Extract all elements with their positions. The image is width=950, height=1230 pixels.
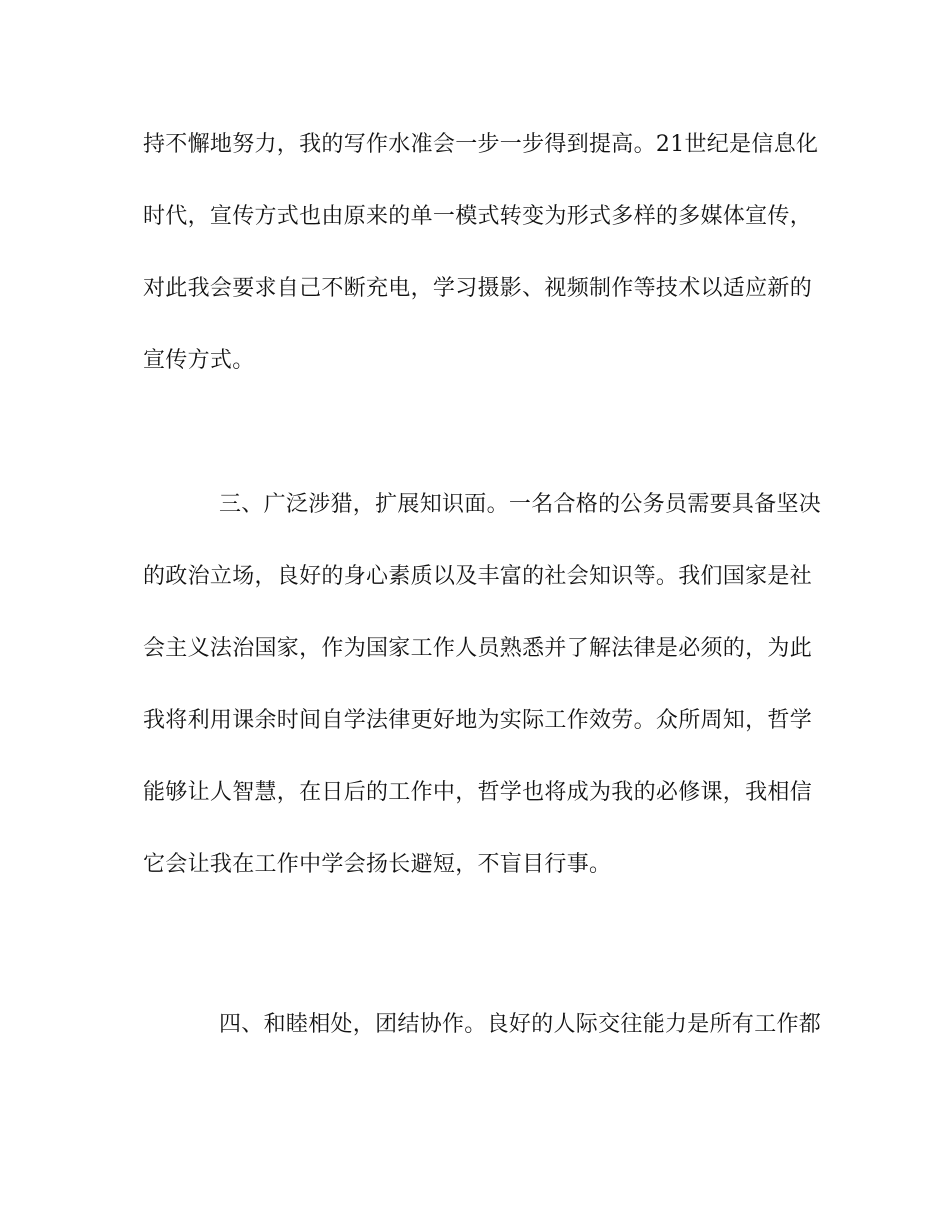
paragraph-2-line-3: 会主义法治国家，作为国家工作人员熟悉并了解法律是必须的，为此 bbox=[143, 636, 813, 661]
paragraph-2-line-5: 能够让人智慧，在日后的工作中，哲学也将成为我的必修课，我相信 bbox=[143, 780, 813, 805]
paragraph-1-line-3: 对此我会要求自己不断充电，学习摄影、视频制作等技术以适应新的 bbox=[143, 276, 813, 301]
paragraph-1-line-2: 时代，宣传方式也由原来的单一模式转变为形式多样的多媒体宣传， bbox=[143, 204, 813, 229]
paragraph-2-line-4: 我将利用课余时间自学法律更好地为实际工作效劳。众所周知，哲学 bbox=[143, 708, 813, 733]
paragraph-1-line-4: 宣传方式。 bbox=[143, 348, 255, 373]
paragraph-3-line-1: 四、和睦相处，团结协作。良好的人际交往能力是所有工作都 bbox=[219, 1012, 822, 1037]
paragraph-2-line-2: 的政治立场，良好的身心素质以及丰富的社会知识等。我们国家是社 bbox=[143, 564, 813, 589]
paragraph-1-line-1: 持不懈地努力，我的写作水准会一步一步得到提高。21世纪是信息化 bbox=[143, 132, 819, 157]
paragraph-2-line-6: 它会让我在工作中学会扬长避短，不盲目行事。 bbox=[143, 852, 612, 877]
paragraph-2-line-1: 三、广泛涉猎，扩展知识面。一名合格的公务员需要具备坚决 bbox=[219, 492, 822, 517]
